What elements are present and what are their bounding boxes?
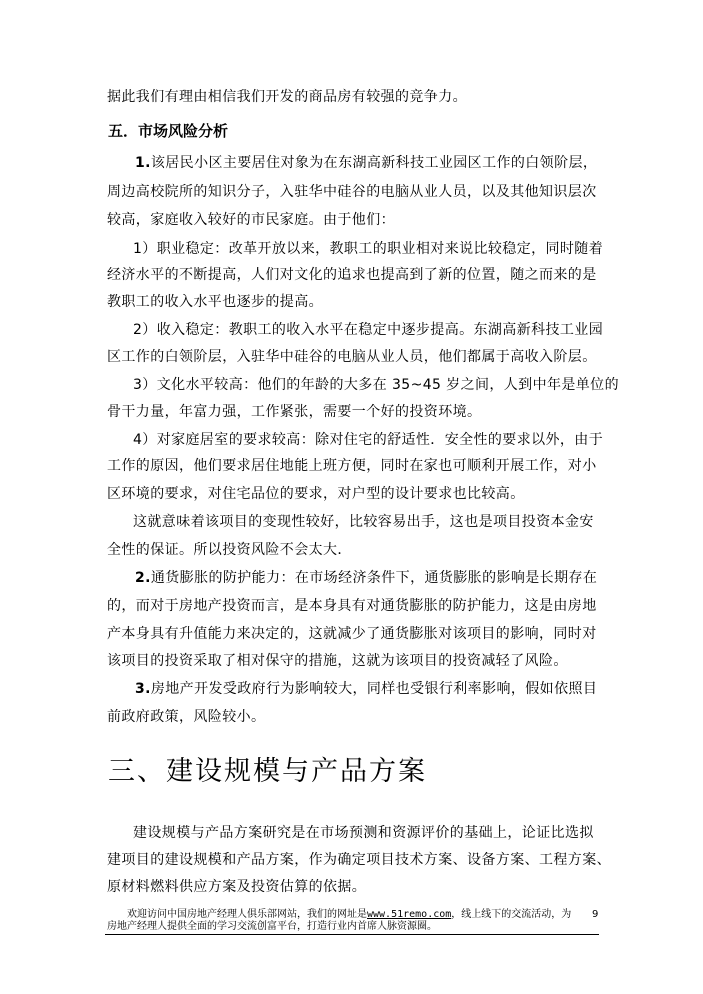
footer-line-2: 房地产经理人提供全面的学习交流创富平台，打造行业内首席人脉资源圈。 — [107, 921, 437, 932]
paragraph-text: 房地产开发受政府行为影响较大，同样也受银行利率影响，假如依照目 — [150, 681, 598, 697]
paragraph-2-line-1 — [135, 568, 597, 588]
item-2-line-1: 2）收入稳定：教职工的收入水平在稳定中逐步提高。东湖高新科技工业园 — [133, 322, 604, 338]
chapter-paragraph-line-1: 建设规模与产品方案研究是在市场预测和资源评价的基础上，论证比选拟 — [133, 825, 594, 841]
paragraph-text: 通货膨胀的防护能力：在市场经济条件下，通货膨胀的影响是长期存在 — [150, 570, 598, 586]
item-4-line-3: 区环境的要求，对住宅品位的要求，对户型的设计要求也比较高。 — [107, 486, 525, 502]
paragraph-number: 1. — [135, 155, 151, 171]
intro-line: 据此我们有理由相信我们开发的商品房有较强的竞争力。 — [107, 89, 467, 105]
paragraph-text: 该居民小区主要居住对象为在东湖高新科技工业园区工作的白领阶层， — [150, 155, 598, 171]
paragraph-number: 3. — [135, 681, 151, 697]
paragraph-3-line-1 — [135, 679, 597, 699]
website-link[interactable]: www.51remo.com — [367, 909, 452, 920]
chapter-paragraph-line-3: 原材料燃料供应方案及投资估算的依据。 — [107, 879, 367, 895]
paragraph-2-line-2: 的，而对于房地产投资而言，是本身具有对通货膨胀的防护能力，这是由房地 — [107, 598, 597, 614]
section-heading: 五．市场风险分析 — [108, 122, 229, 140]
paragraph-1-line-2: 周边高校院所的知识分子，入驻华中硅谷的电脑从业人员，以及其他知识层次 — [107, 184, 597, 200]
paragraph-1-line-3: 较高，家庭收入较好的市民家庭。由于他们： — [107, 212, 395, 228]
item-1-line-1: 1）职业稳定：改革开放以来，教职工的职业相对来说比较稳定，同时随着 — [133, 241, 604, 257]
chapter-title: 三、建设规模与产品方案 — [108, 756, 427, 787]
page-number: 9 — [592, 909, 599, 920]
conclusion-line-2: 全性的保证。所以投资风险不会太大． — [107, 542, 352, 558]
paragraph-2-line-3: 产本身具有升值能力来决定的，这就减少了通货膨胀对该项目的影响，同时对 — [107, 626, 597, 642]
item-1-line-3: 教职工的收入水平也逐步的提高。 — [107, 294, 323, 310]
paragraph-2-line-4: 该项目的投资采取了相对保守的措施，这就为该项目的投资减轻了风险。 — [107, 653, 568, 669]
footer-text: ，线上线下的交流活动，为 — [451, 909, 572, 920]
paragraph-number: 2. — [135, 570, 151, 586]
footer-text: 欢迎访问中国房地产经理人俱乐部网站，我们的网址是 — [127, 909, 367, 920]
item-4-line-1: 4）对家庭居室的要求较高：除对住宅的舒适性．安全性的要求以外，由于 — [133, 432, 604, 448]
conclusion-line-1: 这就意味着该项目的变现性较好，比较容易出手，这也是项目投资本金安 — [133, 514, 594, 530]
paragraph-3-line-2: 前政府政策，风险较小。 — [107, 709, 266, 725]
item-4-line-2: 工作的原因，他们要求居住地能上班方便，同时在家也可顺利开展工作，对小 — [107, 458, 597, 474]
item-2-line-2: 区工作的白领阶层，入驻华中硅谷的电脑从业人员，他们都属于高收入阶层。 — [107, 349, 597, 365]
item-1-line-2: 经济水平的不断提高，人们对文化的追求也提高到了新的位置，随之而来的是 — [107, 267, 597, 283]
paragraph-1-line-1 — [135, 153, 597, 173]
item-3-line-2: 骨干力量，年富力强，工作紧张，需要一个好的投资环境。 — [107, 404, 482, 420]
item-3-line-1: 3）文化水平较高：他们的年龄的大多在 35~45 岁之间，人到中年是单位的 — [133, 377, 619, 393]
chapter-paragraph-line-2: 建项目的建设规模和产品方案，作为确定项目技术方案、设备方案、工程方案、 — [107, 852, 611, 868]
footer-divider — [105, 934, 599, 935]
